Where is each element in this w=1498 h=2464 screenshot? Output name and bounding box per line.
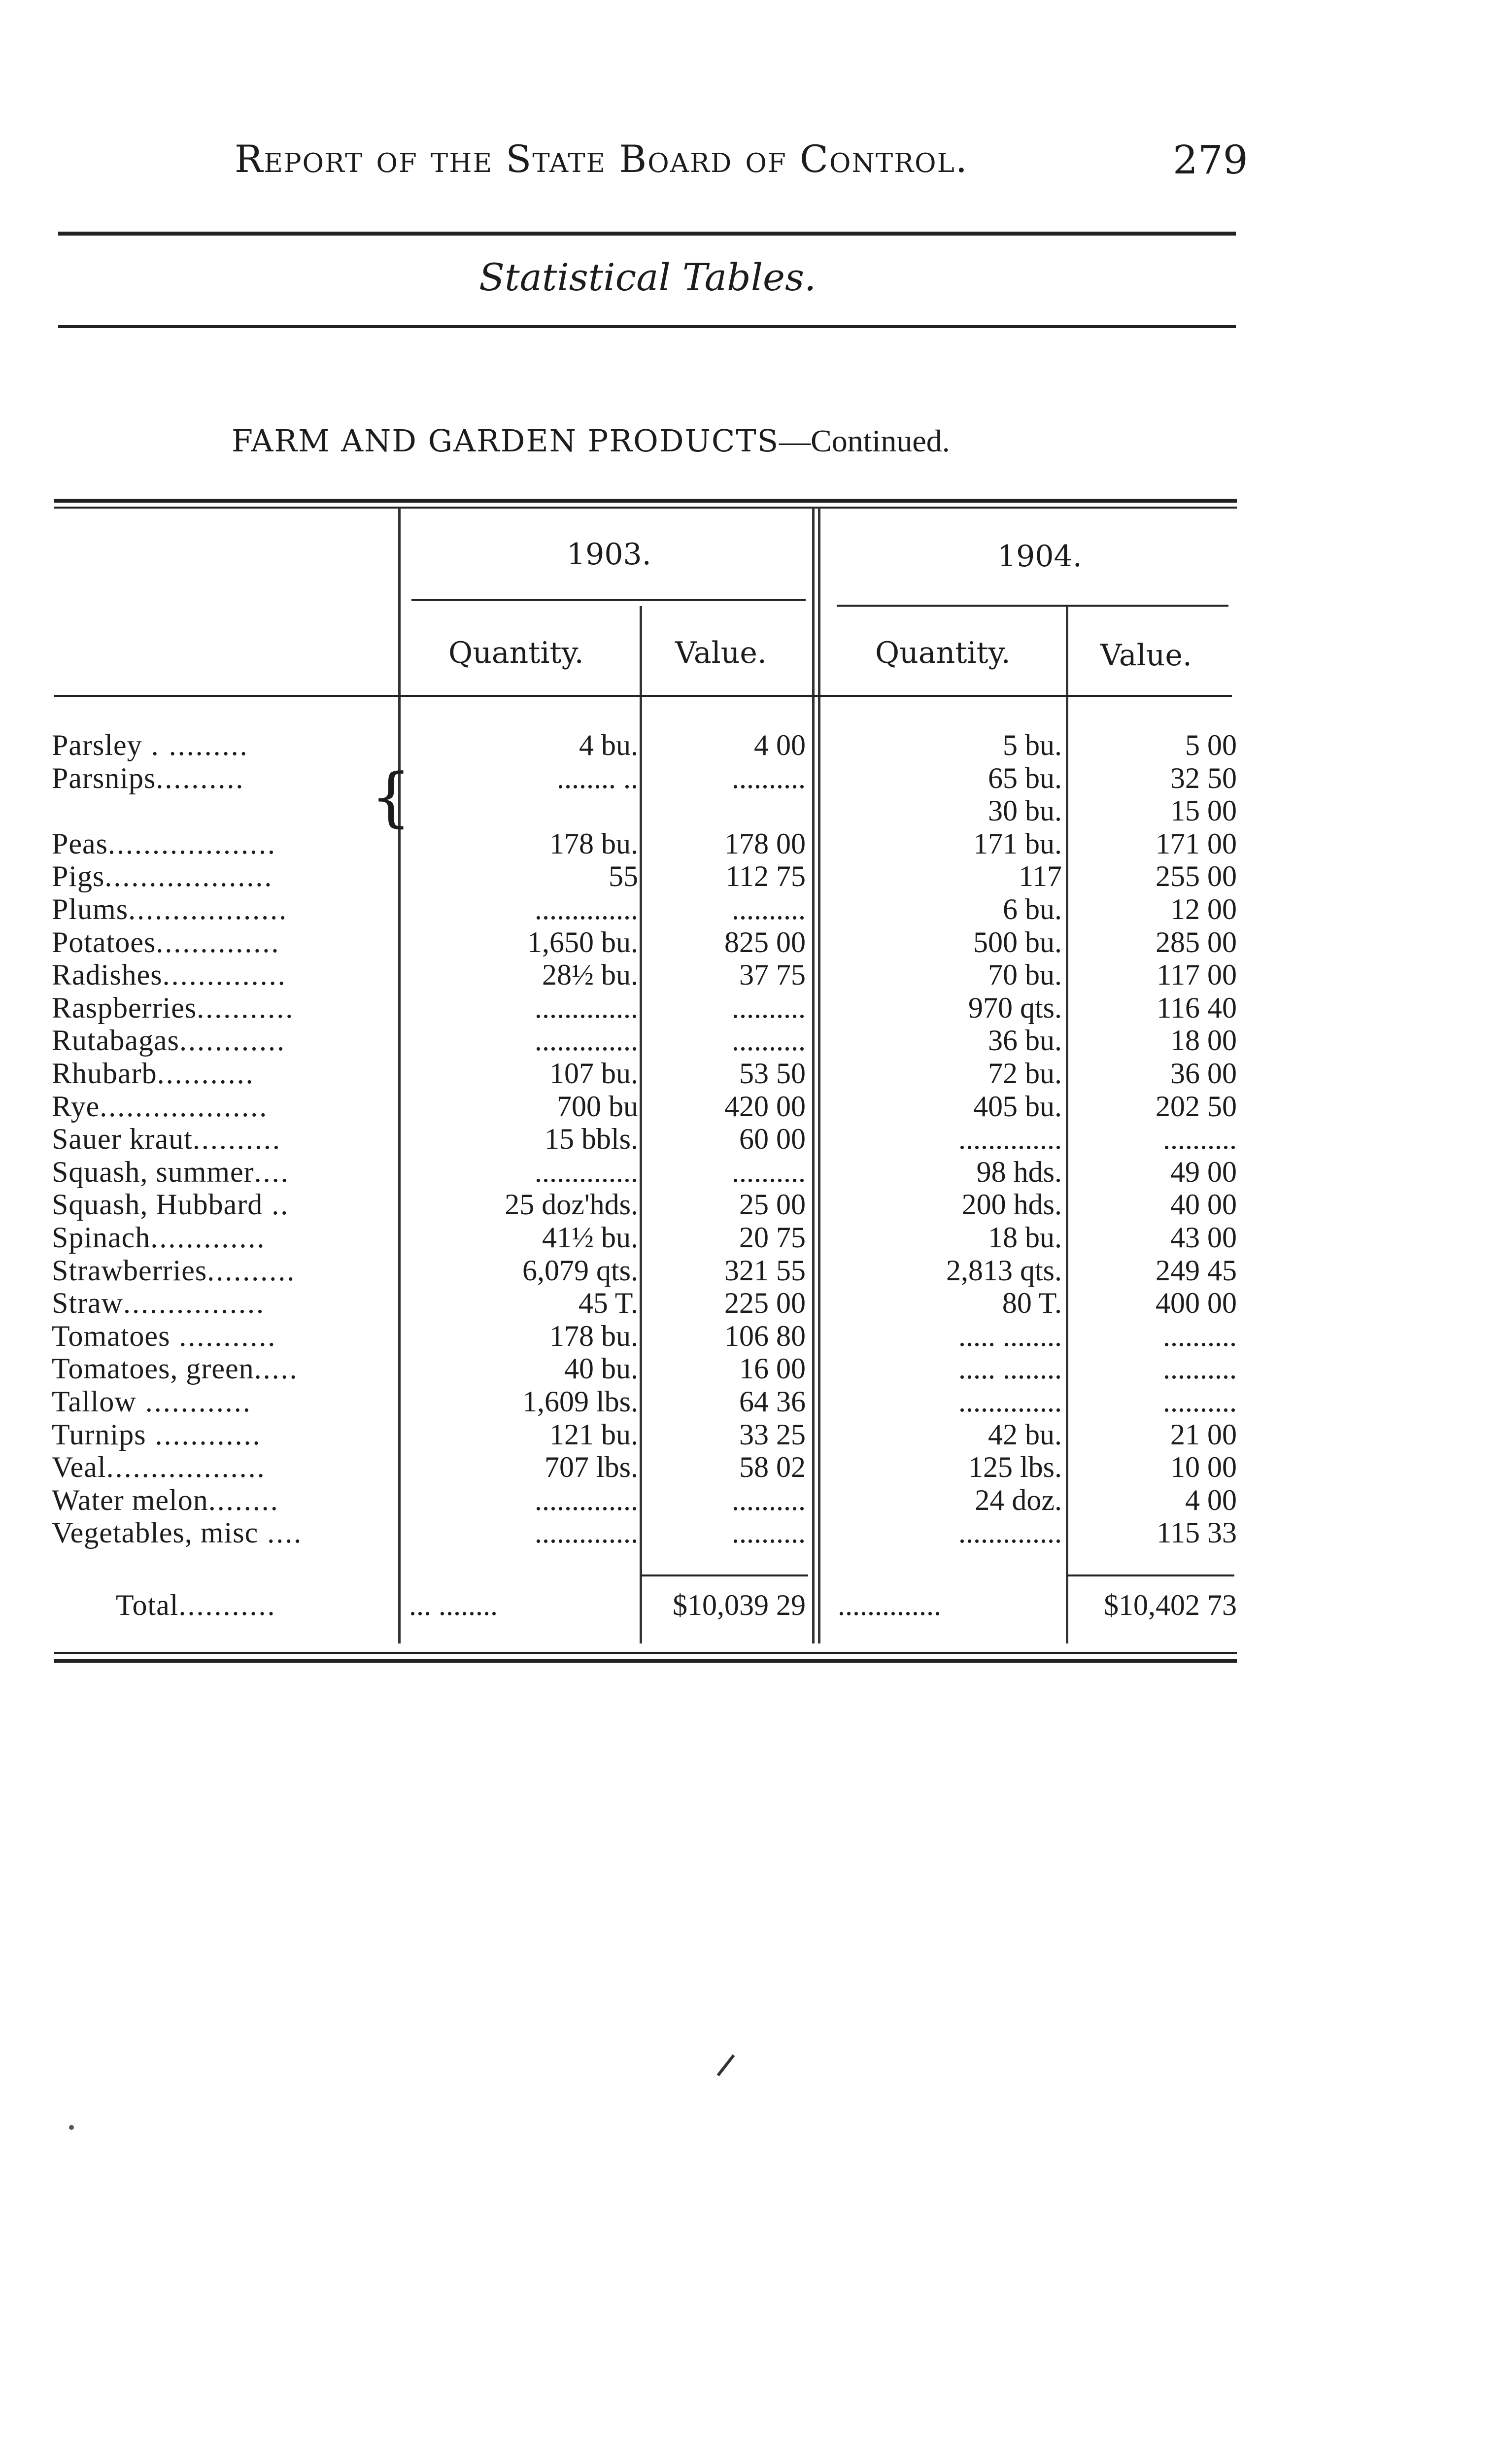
total-label: Total <box>116 1589 179 1621</box>
value-1903: 53 50 <box>739 1057 806 1090</box>
quantity-1904: 2,813 qts. <box>946 1254 1062 1287</box>
quantity-1903: 45 T. <box>578 1287 638 1319</box>
quantity-1904: .............. <box>958 1385 1062 1418</box>
leader-dots: ............. <box>150 1221 266 1254</box>
quantity-1903: 707 lbs. <box>544 1451 638 1483</box>
value-1903: .......... <box>732 893 806 925</box>
leader-dots: . ......... <box>142 729 249 761</box>
quantity-1904: 200 hds. <box>961 1188 1062 1221</box>
separator-years-2 <box>818 508 820 1643</box>
leader-dots: ........ <box>208 1484 279 1516</box>
table-bottom-rule-1 <box>54 1652 1237 1654</box>
value-1903: 178 00 <box>724 827 806 860</box>
value-1904: 202 50 <box>1156 1090 1237 1123</box>
page-number: 279 <box>1173 137 1248 183</box>
quantity-1903: 55 <box>609 860 638 892</box>
separator-label-1903 <box>398 508 401 1643</box>
stray-mark <box>717 2054 735 2077</box>
product-name: Tallow <box>52 1385 136 1418</box>
product-name: Spinach <box>52 1221 151 1254</box>
value-1903: .......... <box>732 992 806 1024</box>
value-1903: 112 75 <box>725 860 806 892</box>
row-label <box>52 1484 279 1516</box>
value-1904: 249 45 <box>1156 1254 1237 1287</box>
leader-dots: .............. <box>156 926 280 958</box>
quantity-1903: ........ .. <box>557 762 638 794</box>
product-name: Turnips <box>52 1418 146 1451</box>
header-quantity-1903: Quantity. <box>448 636 584 670</box>
quantity-1904: 970 qts. <box>968 992 1062 1024</box>
row-label <box>52 1091 268 1122</box>
product-name: Rye <box>52 1090 100 1123</box>
quantity-1903: 178 bu. <box>549 827 638 860</box>
value-1903: 20 75 <box>739 1221 806 1254</box>
separator-1904-qv <box>1066 606 1068 1643</box>
quantity-1903: 41½ bu. <box>542 1221 638 1254</box>
quantity-1904: 70 bu. <box>988 958 1062 991</box>
header-rule <box>58 232 1236 236</box>
row-label <box>52 1058 255 1089</box>
value-1903: 825 00 <box>724 926 806 958</box>
quantity-1903: 25 doz'hds. <box>505 1188 638 1221</box>
value-1903: 225 00 <box>724 1287 806 1319</box>
value-1904: 15 00 <box>1170 794 1237 827</box>
total-rule-1904 <box>1067 1574 1234 1576</box>
leader-dots: .................. <box>128 893 288 925</box>
product-name: Radishes <box>52 958 163 991</box>
row-label <box>52 1189 289 1220</box>
product-name: Raspberries <box>52 992 197 1024</box>
year-1904-header: 1904. <box>997 539 1082 574</box>
quantity-1904: 405 bu. <box>973 1090 1062 1123</box>
value-1903: .......... <box>732 1156 806 1188</box>
value-1903: .......... <box>732 1484 806 1516</box>
total-row-label <box>116 1589 276 1621</box>
value-1904: 36 00 <box>1170 1057 1237 1090</box>
quantity-1904: 117 <box>1019 860 1062 892</box>
value-1903: 60 00 <box>739 1123 806 1155</box>
value-1903: 106 80 <box>724 1320 806 1352</box>
table-title-continued: —Continued. <box>779 423 950 458</box>
quantity-1904: .............. <box>958 1123 1062 1155</box>
product-name: Tomatoes <box>52 1320 170 1352</box>
leader-dots: .... <box>254 1156 290 1188</box>
value-1904: .......... <box>1163 1352 1237 1385</box>
quantity-1903: 28½ bu. <box>542 958 638 991</box>
header-value-1903: Value. <box>675 636 767 670</box>
value-1904: 49 00 <box>1170 1156 1237 1188</box>
table-top-rule-2 <box>54 507 1237 509</box>
row-label <box>52 1451 266 1483</box>
quantity-1903: .............. <box>535 1156 638 1188</box>
product-name: Straw <box>52 1287 123 1319</box>
row-label <box>52 1255 296 1286</box>
header-bottom-rule <box>54 695 1232 697</box>
quantity-1903: 15 bbls. <box>544 1123 638 1155</box>
product-name: Water melon <box>52 1484 208 1516</box>
row-label <box>52 926 280 958</box>
header-value-1904: Value. <box>1100 638 1192 673</box>
year-1903-header: 1903. <box>567 537 651 572</box>
quantity-1904: 80 T. <box>1002 1287 1062 1319</box>
table-bottom-rule-2 <box>54 1659 1237 1663</box>
leader-dots: ............ <box>136 1385 252 1418</box>
value-1903: 420 00 <box>724 1090 806 1123</box>
quantity-1904: 30 bu. <box>988 794 1062 827</box>
leader-dots: .. <box>263 1188 290 1221</box>
leader-dots: ................... <box>100 1090 269 1123</box>
value-1903: .......... <box>732 1024 806 1057</box>
running-head: Report of the State Board of Control. <box>235 137 968 181</box>
value-1904: 400 00 <box>1156 1287 1237 1319</box>
quantity-1904: 72 bu. <box>988 1057 1062 1090</box>
total-leader-dots: ........... <box>178 1589 276 1621</box>
value-1904: 115 33 <box>1157 1516 1237 1549</box>
quantity-1903: 40 bu. <box>564 1352 638 1385</box>
product-name: Vegetables, misc <box>52 1516 259 1549</box>
product-name: Veal <box>52 1451 106 1483</box>
value-1903: 37 75 <box>739 958 806 991</box>
quantity-1904: 125 lbs. <box>968 1451 1062 1483</box>
quantity-1903: .............. <box>535 1516 638 1549</box>
quantity-1903: 6,079 qts. <box>522 1254 638 1287</box>
table-top-rule-1 <box>54 499 1237 503</box>
quantity-1904: .............. <box>958 1516 1062 1549</box>
value-1904: 21 00 <box>1170 1418 1237 1451</box>
value-1904: 4 00 <box>1185 1484 1237 1516</box>
leader-dots: .... <box>258 1516 303 1549</box>
value-1903: 25 00 <box>739 1188 806 1221</box>
total-quantity-1904: .............. <box>838 1589 941 1621</box>
row-label <box>52 828 276 859</box>
row-label <box>52 1386 252 1417</box>
header-quantity-1904: Quantity. <box>875 636 1011 670</box>
value-1904: 255 00 <box>1156 860 1237 892</box>
product-name: Rutabagas <box>52 1024 179 1057</box>
rule-1903 <box>411 599 806 601</box>
quantity-1903: 1,650 bu. <box>527 926 638 958</box>
value-1904: .......... <box>1163 1123 1237 1155</box>
value-1903: 33 25 <box>739 1418 806 1451</box>
value-1904: 5 00 <box>1185 729 1237 761</box>
rule-1904 <box>837 605 1228 607</box>
quantity-1904: ..... ........ <box>958 1320 1062 1352</box>
quantity-1903: .............. <box>535 1484 638 1516</box>
quantity-1903: 178 bu. <box>549 1320 638 1352</box>
row-label <box>52 1517 303 1548</box>
leader-dots: .......... <box>207 1254 296 1287</box>
row-label <box>52 1287 265 1319</box>
quantity-1903: 700 bu <box>557 1090 638 1123</box>
parsnips-brace: { <box>371 759 411 834</box>
value-1904: 12 00 <box>1170 893 1237 925</box>
product-name: Parsley <box>52 729 142 761</box>
leader-dots: ............ <box>179 1024 286 1057</box>
quantity-1904: 24 doz. <box>975 1484 1062 1516</box>
subtitle-rule <box>58 325 1236 328</box>
value-1903: 64 36 <box>739 1385 806 1418</box>
total-value-1903: $10,039 29 <box>673 1589 806 1621</box>
leader-dots: ..... <box>254 1352 299 1385</box>
value-1904: 10 00 <box>1170 1451 1237 1483</box>
row-label <box>52 1320 276 1352</box>
row-label <box>52 729 249 761</box>
quantity-1904: 36 bu. <box>988 1024 1062 1057</box>
value-1903: .......... <box>732 762 806 794</box>
value-1904: 18 00 <box>1170 1024 1237 1057</box>
row-label <box>52 1222 266 1253</box>
leader-dots: ........... <box>170 1320 277 1352</box>
quantity-1904: ..... ........ <box>958 1352 1062 1385</box>
quantity-1904: 171 bu. <box>973 827 1062 860</box>
leader-dots: .............. <box>162 958 287 991</box>
product-name: Rhubarb <box>52 1057 157 1090</box>
leader-dots: ............ <box>146 1418 262 1451</box>
row-label <box>52 1123 281 1155</box>
separator-years-1 <box>812 508 815 1643</box>
row-label <box>52 992 294 1024</box>
leader-dots: .......... <box>156 762 245 794</box>
quantity-1904: 6 bu. <box>1003 893 1062 925</box>
row-label <box>52 959 287 991</box>
row-label <box>52 893 288 925</box>
quantity-1904: 18 bu. <box>988 1221 1062 1254</box>
row-label <box>52 1419 262 1450</box>
quantity-1904: 42 bu. <box>988 1418 1062 1451</box>
product-name: Pigs <box>52 860 105 892</box>
leader-dots: ................ <box>123 1287 265 1319</box>
product-name: Squash, summer <box>52 1156 254 1188</box>
product-name: Potatoes <box>52 926 156 958</box>
value-1904: 43 00 <box>1170 1221 1237 1254</box>
section-subtitle: Statistical Tables. <box>479 255 817 299</box>
quantity-1904: 5 bu. <box>1003 729 1062 761</box>
product-name: Strawberries <box>52 1254 207 1287</box>
quantity-1903: .............. <box>535 1024 638 1057</box>
row-label <box>52 762 244 794</box>
quantity-1904: 500 bu. <box>973 926 1062 958</box>
product-name: Plums <box>52 893 129 925</box>
leader-dots: ........... <box>197 992 295 1024</box>
quantity-1903: 107 bu. <box>549 1057 638 1090</box>
value-1904: 117 00 <box>1157 958 1237 991</box>
leader-dots: ................... <box>104 860 273 892</box>
quantity-1903: 4 bu. <box>579 729 638 761</box>
value-1904: 116 40 <box>1157 992 1237 1024</box>
quantity-1903: 1,609 lbs. <box>522 1385 638 1418</box>
row-label <box>52 860 273 892</box>
row-label <box>52 1353 299 1384</box>
total-rule-1903 <box>641 1574 808 1576</box>
value-1903: .......... <box>732 1516 806 1549</box>
value-1904: .......... <box>1163 1320 1237 1352</box>
row-label <box>52 1156 290 1188</box>
table-title-main: FARM AND GARDEN PRODUCTS <box>232 423 780 459</box>
value-1904: 171 00 <box>1156 827 1237 860</box>
value-1904: .......... <box>1163 1385 1237 1418</box>
value-1904: 32 50 <box>1170 762 1237 794</box>
quantity-1904: 98 hds. <box>976 1156 1062 1188</box>
total-value-1904: $10,402 73 <box>1104 1589 1237 1621</box>
product-name: Parsnips <box>52 762 156 794</box>
table-title <box>232 423 950 459</box>
stray-dot <box>69 2125 74 2130</box>
quantity-1904: 65 bu. <box>988 762 1062 794</box>
product-name: Sauer kraut <box>52 1123 193 1155</box>
value-1904: 40 00 <box>1170 1188 1237 1221</box>
row-label <box>52 1025 286 1056</box>
value-1903: 4 00 <box>754 729 806 761</box>
quantity-1903: 121 bu. <box>549 1418 638 1451</box>
value-1903: 321 55 <box>724 1254 806 1287</box>
leader-dots: ........... <box>157 1057 255 1090</box>
leader-dots: ................... <box>107 827 276 860</box>
leader-dots: .......... <box>192 1123 281 1155</box>
value-1903: 58 02 <box>739 1451 806 1483</box>
product-name: Squash, Hubbard <box>52 1188 263 1221</box>
value-1903: 16 00 <box>739 1352 806 1385</box>
product-name: Tomatoes, green <box>52 1352 254 1385</box>
product-name: Peas <box>52 827 108 860</box>
quantity-1903: .............. <box>535 992 638 1024</box>
value-1904: 285 00 <box>1156 926 1237 958</box>
quantity-1903: .............. <box>535 893 638 925</box>
leader-dots: .................. <box>106 1451 266 1483</box>
total-quantity-1903: ... ........ <box>409 1589 498 1621</box>
